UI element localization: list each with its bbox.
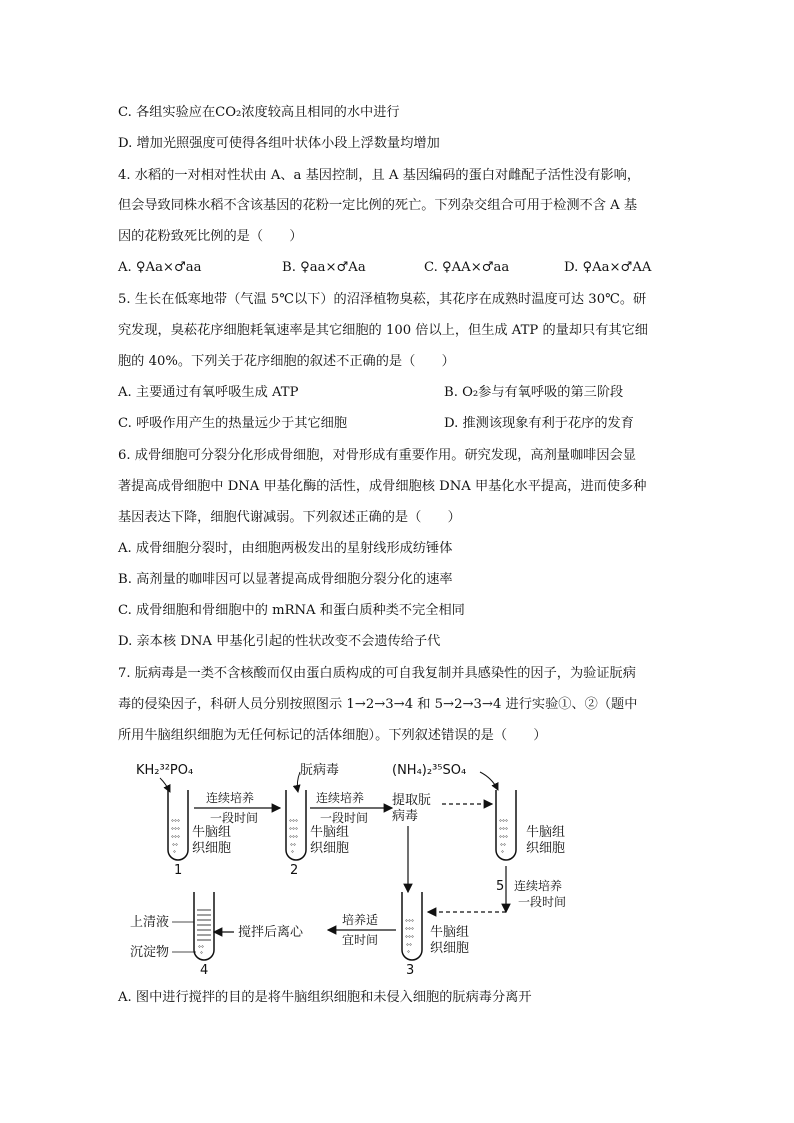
q5-option-a: A. 主要通过有氧呼吸生成 ATP	[118, 385, 299, 400]
q4-option-d: D. ♀Aa×♂AA	[564, 260, 652, 275]
q5-stem-line2: 究发现，臭菘花序细胞耗氧速率是其它细胞的 100 倍以上，但生成 ATP 的量却只有其它细	[118, 323, 648, 338]
svg-text:°°°: °°°	[499, 819, 508, 826]
svg-text:°°: °°	[198, 945, 204, 952]
label-supernatant: 上清液	[130, 915, 170, 930]
q4-option-b: B. ♀aa×♂Aa	[282, 260, 366, 275]
label-culture-2a: 连续培养	[316, 791, 365, 805]
q4-option-c: C. ♀AA×♂aa	[424, 260, 510, 275]
svg-text:°°°: °°°	[171, 819, 180, 826]
svg-text:°°°: °°°	[499, 827, 508, 834]
svg-text:°: °	[407, 950, 410, 957]
label-cells-1a: 牛脑组	[192, 825, 232, 840]
q4-stem-line3: 因的花粉致死比例的是（ ）	[118, 229, 303, 244]
label-culture-2b: 一段时间	[320, 811, 369, 825]
q3-option-c: C. 各组实验应在CO₂浓度较高且相同的水中进行	[118, 105, 400, 120]
tube-number-1: 1	[174, 863, 183, 878]
q5-option-b: B. O₂参与有氧呼吸的第三阶段	[444, 385, 624, 400]
q5-stem-line3: 胞的 40%。下列关于花序细胞的叙述不正确的是（ ）	[118, 354, 455, 369]
svg-text:°°°: °°°	[171, 835, 180, 842]
label-cells-3b: 织细胞	[430, 941, 470, 956]
tube-number-4: 4	[200, 963, 209, 978]
q4-stem-line2: 但会导致同株水稻不含该基因的花粉一定比例的死亡。下列杂交组合可用于检测不含 A 基	[118, 198, 638, 213]
label-sediment: 沉淀物	[130, 945, 170, 960]
svg-text:°°°: °°°	[405, 927, 414, 934]
q4-stem-line1: 4. 水稻的一对相对性状由 A、a 基因控制，且 A 基因编码的蛋白对雌配子活性没有影响，	[118, 168, 641, 183]
svg-text:°°°: °°°	[289, 819, 298, 826]
q7-option-a: A. 图中进行搅拌的目的是将牛脑组织细胞和未侵入细胞的朊病毒分离开	[118, 990, 532, 1005]
q5-stem-line1: 5. 生长在低寒地带（气温 5℃以下）的沼泽植物臭菘，其花序在成熟时温度可达 30℃。研	[118, 292, 647, 307]
label-cells-5b: 织细胞	[526, 841, 566, 856]
label-extract-a: 提取朊	[392, 793, 432, 808]
q7-stem-line1: 7. 朊病毒是一类不含核酸而仅由蛋白质构成的可自我复制并具感染性的因子，为验证朊病	[118, 666, 636, 681]
q6-stem-line3: 基因表达下降，细胞代谢减弱。下列叙述正确的是（ ）	[118, 510, 461, 525]
svg-text:°: °	[501, 850, 504, 857]
q6-option-c: C. 成骨细胞和骨细胞中的 mRNA 和蛋白质种类不完全相同	[118, 603, 465, 618]
prion-experiment-diagram	[130, 752, 690, 982]
svg-text:°°°: °°°	[171, 827, 180, 834]
tube-number-2: 2	[290, 863, 299, 878]
label-culture-1a: 连续培养	[206, 791, 255, 805]
test-tube-5	[496, 790, 516, 860]
q5-option-d: D. 推测该现象有利于花序的发育	[444, 416, 634, 431]
svg-text:°°: °°	[290, 843, 296, 850]
q6-option-d: D. 亲本核 DNA 甲基化引起的性状改变不会遗传给子代	[118, 634, 441, 649]
q7-stem-line3: 所用牛脑组织细胞为无任何标记的活体细胞）。下列叙述错误的是（ ）	[118, 728, 547, 743]
tube-number-3: 3	[406, 963, 415, 978]
q4-option-a: A. ♀Aa×♂aa	[118, 260, 202, 275]
svg-text:°: °	[173, 850, 176, 857]
test-tube-4	[194, 892, 214, 960]
label-nh4so4: (NH₄)₂³⁵SO₄	[392, 763, 467, 778]
label-cells-2b: 织细胞	[310, 841, 350, 856]
label-cells-5a: 牛脑组	[526, 825, 566, 840]
q3-option-d: D. 增加光照强度可使得各组叶状体小段上浮数量均增加	[118, 136, 440, 151]
q6-stem-line1: 6. 成骨细胞可分裂分化形成骨细胞，对骨形成有重要作用。研究发现，高剂量咖啡因会显	[118, 448, 636, 463]
svg-text:°°°: °°°	[405, 919, 414, 926]
svg-text:°°°: °°°	[499, 835, 508, 842]
svg-text:°: °	[291, 850, 294, 857]
q5-option-c: C. 呼吸作用产生的热量远少于其它细胞	[118, 416, 348, 431]
label-prion: 朊病毒	[300, 763, 340, 778]
test-tube-1	[168, 790, 188, 860]
svg-text:°°°: °°°	[289, 827, 298, 834]
svg-text:°°°: °°°	[289, 835, 298, 842]
test-tube-3	[402, 892, 422, 960]
tube-number-5: 5	[496, 879, 505, 894]
svg-text:°°: °°	[406, 943, 412, 950]
label-centrifuge: 搅拌后离心	[238, 925, 304, 940]
svg-text:°°: °°	[172, 843, 178, 850]
q6-stem-line2: 著提高成骨细胞中 DNA 甲基化酶的活性，成骨细胞核 DNA 甲基化水平提高，进而使多种	[118, 479, 647, 494]
label-culture-5a: 连续培养	[514, 879, 563, 893]
svg-text:°: °	[200, 951, 203, 958]
label-extract-b: 病毒	[392, 809, 419, 824]
svg-text:°°°: °°°	[405, 935, 414, 942]
test-tube-2	[286, 790, 306, 860]
q6-option-b: B. 高剂量的咖啡因可以显著提高成骨细胞分裂分化的速率	[118, 572, 453, 587]
label-cells-2a: 牛脑组	[310, 825, 350, 840]
label-culture-3a: 培养适	[342, 913, 379, 927]
label-culture-3b: 宜时间	[342, 933, 379, 947]
label-culture-1b: 一段时间	[210, 811, 259, 825]
label-culture-5b: 一段时间	[518, 895, 567, 909]
label-cells-1b: 织细胞	[192, 841, 232, 856]
label-cells-3a: 牛脑组	[430, 925, 470, 940]
q6-option-a: A. 成骨细胞分裂时，由细胞两极发出的星射线形成纺锤体	[118, 541, 453, 556]
q7-stem-line2: 毒的侵染因子，科研人员分别按照图示 1→2→3→4 和 5→2→3→4 进行实验①、②（题中	[118, 697, 638, 712]
svg-text:°°: °°	[500, 843, 506, 850]
label-kh2po4: KH₂³²PO₄	[136, 763, 194, 778]
